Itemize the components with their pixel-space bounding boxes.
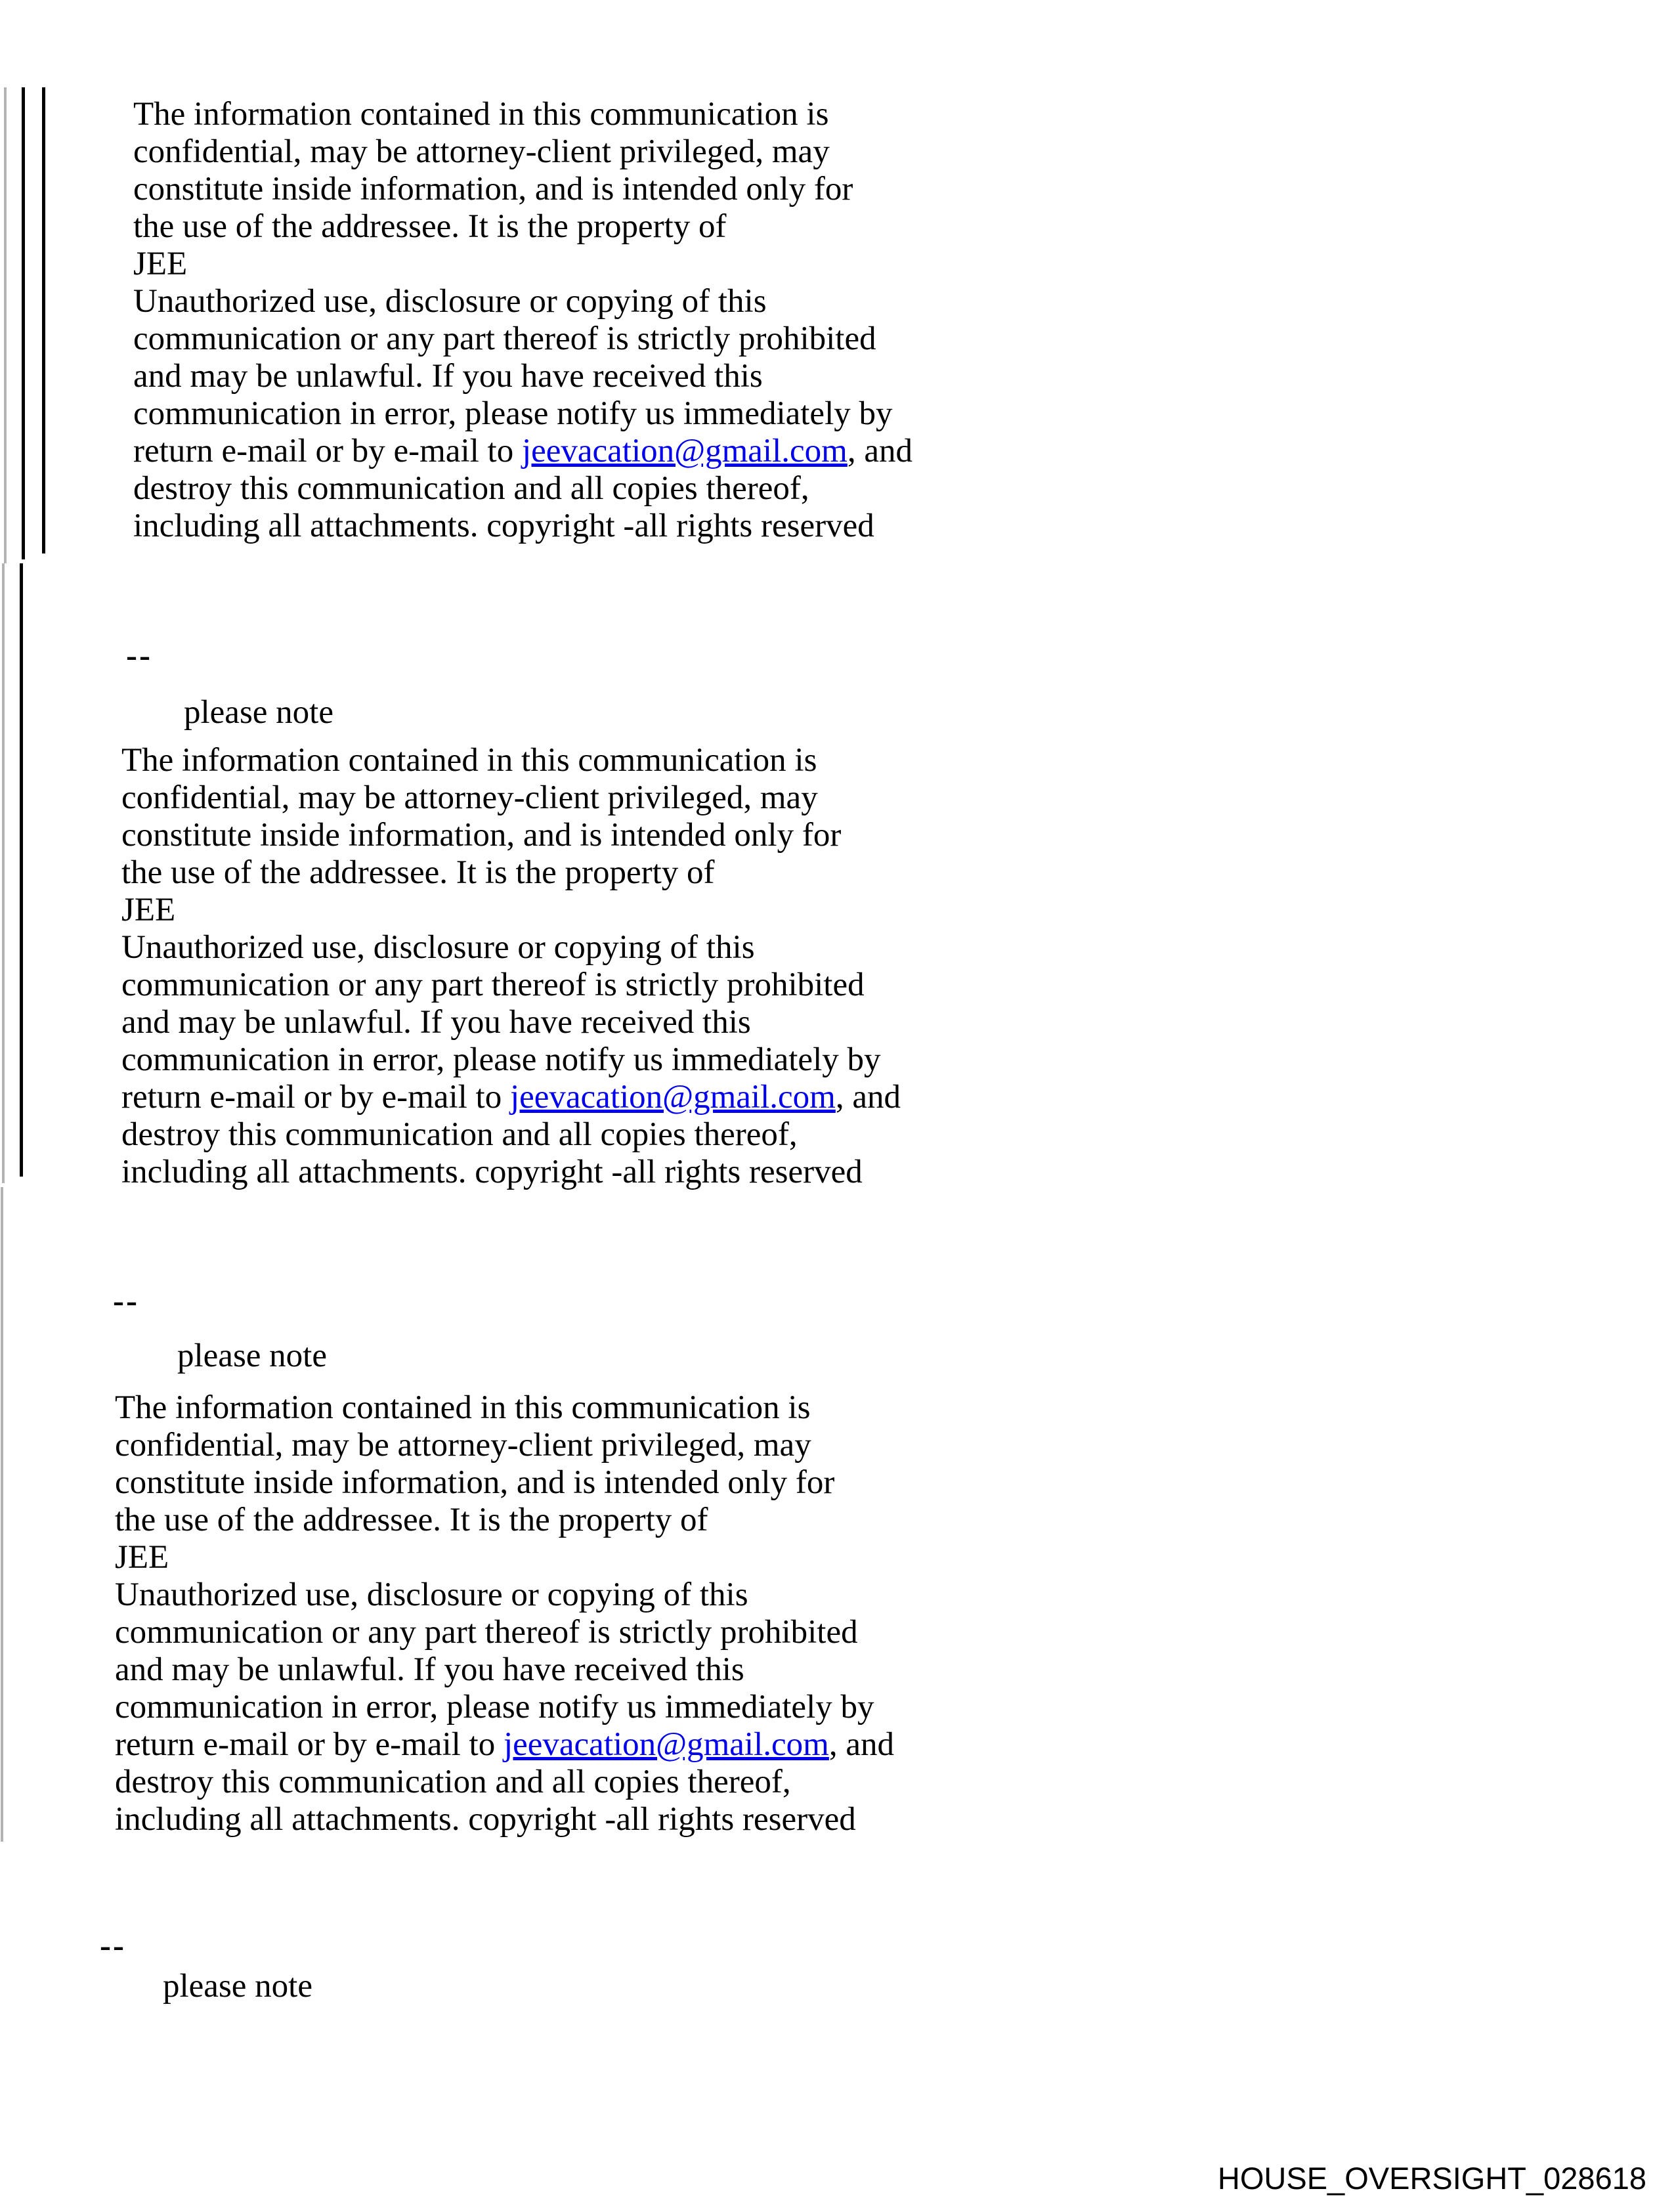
disclaimer-line — [115, 1539, 894, 1576]
text-segment: JEE — [133, 246, 188, 282]
text-segment: including all attachments. copyright -all rights reserved — [133, 508, 874, 544]
disclaimer-line — [133, 433, 912, 470]
disclaimer-line — [133, 283, 912, 320]
please-note-label: please note — [163, 1968, 312, 2005]
disclaimer-line — [133, 133, 912, 171]
text-segment: The information contained in this communication is — [133, 96, 829, 133]
disclaimer-line — [121, 742, 901, 779]
disclaimer-line — [115, 1464, 894, 1502]
disclaimer-line — [115, 1576, 894, 1614]
quote-bar-gray-level1 — [4, 87, 7, 563]
text-segment: constitute inside information, and is intended only for — [121, 817, 842, 854]
text-segment: communication in error, please notify us immediately by — [133, 395, 893, 432]
text-segment: Unauthorized use, disclosure or copying of this — [133, 283, 767, 320]
disclaimer-line — [121, 1041, 901, 1079]
disclaimer-line — [121, 854, 901, 892]
text-segment: communication in error, please notify us immediately by — [115, 1689, 874, 1725]
text-segment: including all attachments. copyright -all rights reserved — [121, 1154, 863, 1190]
signature-separator: -- — [100, 1928, 126, 1964]
disclaimer-line — [115, 1726, 894, 1764]
disclaimer-line — [115, 1502, 894, 1539]
disclaimer-line — [133, 171, 912, 208]
text-segment: destroy this communication and all copies thereof, — [133, 470, 809, 507]
disclaimer-line — [115, 1689, 894, 1726]
signature-separator: -- — [113, 1283, 139, 1320]
disclaimer-line — [133, 208, 912, 246]
quote-bar-gray-level1 — [1, 1187, 3, 1842]
text-segment: confidential, may be attorney-client privileged, may — [115, 1427, 811, 1464]
disclaimer-line — [133, 470, 912, 508]
disclaimer-line — [115, 1389, 894, 1427]
text-segment: communication in error, please notify us immediately by — [121, 1041, 881, 1078]
text-segment: and may be unlawful. If you have received this — [121, 1004, 751, 1041]
text-segment: the use of the addressee. It is the property of — [115, 1502, 708, 1538]
disclaimer-line — [121, 1116, 901, 1154]
disclaimer-block-3 — [115, 1389, 894, 1838]
text-segment: constitute inside information, and is intended only for — [133, 171, 853, 207]
quote-bar-level3 — [42, 87, 45, 553]
disclaimer-line — [121, 966, 901, 1004]
text-segment: The information contained in this communication is — [115, 1389, 811, 1426]
disclaimer-line — [115, 1801, 894, 1838]
text-segment: return e-mail or by e-mail to — [121, 1079, 510, 1116]
disclaimer-line — [133, 395, 912, 433]
email-link[interactable]: jeevacation@gmail.com — [521, 433, 848, 469]
disclaimer-line — [121, 817, 901, 854]
text-segment: return e-mail or by e-mail to — [133, 433, 522, 469]
text-segment: confidential, may be attorney-client privileged, may — [121, 779, 818, 816]
text-segment: communication or any part thereof is strictly prohibited — [133, 320, 876, 357]
disclaimer-line — [133, 358, 912, 395]
text-segment: confidential, may be attorney-client privileged, may — [133, 133, 830, 170]
text-segment: destroy this communication and all copies thereof, — [115, 1764, 791, 1800]
disclaimer-line — [115, 1764, 894, 1801]
disclaimer-line — [115, 1614, 894, 1651]
text-segment: including all attachments. copyright -all rights reserved — [115, 1801, 856, 1838]
disclaimer-line — [121, 892, 901, 929]
text-segment: and may be unlawful. If you have received this — [133, 358, 763, 395]
bates-number: HOUSE_OVERSIGHT_028618 — [1217, 2161, 1646, 2196]
text-segment: The information contained in this communication is — [121, 742, 817, 779]
text-segment: destroy this communication and all copies thereof, — [121, 1116, 798, 1153]
please-note-label: please note — [184, 694, 333, 731]
text-segment: the use of the addressee. It is the property of — [121, 854, 715, 891]
email-link[interactable]: jeevacation@gmail.com — [509, 1079, 836, 1116]
text-segment: , and — [847, 433, 912, 469]
disclaimer-block-2 — [121, 742, 901, 1191]
text-segment: , and — [828, 1726, 894, 1763]
text-segment: , and — [835, 1079, 901, 1116]
disclaimer-line — [133, 320, 912, 358]
email-link[interactable]: jeevacation@gmail.com — [503, 1726, 829, 1763]
text-segment: the use of the addressee. It is the property of — [133, 208, 727, 245]
disclaimer-line — [121, 779, 901, 817]
text-segment: communication or any part thereof is strictly prohibited — [121, 966, 865, 1003]
quote-bar-gray-level1 — [2, 563, 5, 1183]
text-segment: JEE — [115, 1539, 169, 1576]
disclaimer-line — [133, 96, 912, 133]
disclaimer-line — [121, 1004, 901, 1041]
disclaimer-line — [115, 1651, 894, 1689]
text-segment: Unauthorized use, disclosure or copying of this — [121, 929, 755, 966]
quote-bar-level2 — [20, 563, 23, 1177]
disclaimer-line — [121, 1154, 901, 1191]
disclaimer-line — [121, 929, 901, 966]
quote-bar-level2 — [22, 87, 25, 559]
text-segment: communication or any part thereof is strictly prohibited — [115, 1614, 858, 1651]
text-segment: JEE — [121, 892, 176, 928]
please-note-label: please note — [177, 1337, 327, 1374]
disclaimer-line — [121, 1079, 901, 1116]
text-segment: and may be unlawful. If you have received this — [115, 1651, 744, 1688]
text-segment: return e-mail or by e-mail to — [115, 1726, 504, 1763]
disclaimer-line — [115, 1427, 894, 1464]
text-segment: Unauthorized use, disclosure or copying of this — [115, 1576, 748, 1613]
signature-separator: -- — [126, 638, 152, 674]
disclaimer-line — [133, 508, 912, 545]
disclaimer-block-1 — [133, 96, 912, 545]
text-segment: constitute inside information, and is intended only for — [115, 1464, 835, 1501]
disclaimer-line — [133, 246, 912, 283]
